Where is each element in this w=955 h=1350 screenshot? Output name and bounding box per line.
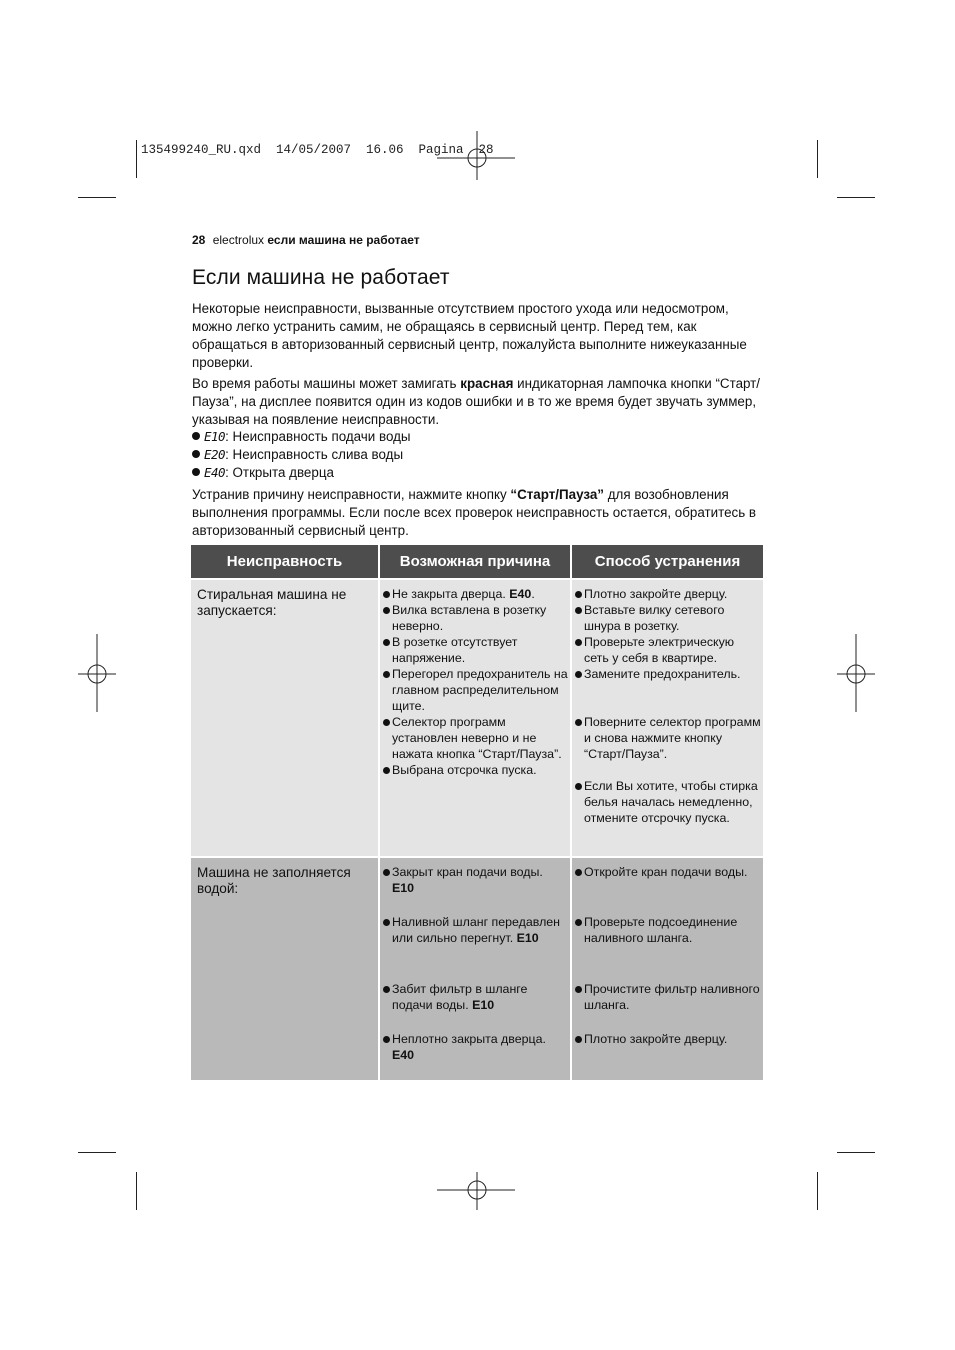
problem-cell: Стиральная машина не запускается: <box>191 580 378 856</box>
list-item: Перегорел предохранитель на главном распределительном щите. <box>382 666 568 714</box>
page-number: 28 <box>192 233 206 247</box>
crop-mark <box>78 1152 116 1153</box>
table-row <box>191 580 763 856</box>
list-item: Селектор программ установлен неверно и не нажата кнопка “Старт/Пауза”. <box>382 714 568 762</box>
registration-mark-icon <box>437 1172 517 1212</box>
error-code: E40 <box>204 465 226 480</box>
print-slug: 135499240_RU.qxd 14/05/2007 16.06 Pagina 28 <box>141 143 494 157</box>
list-item: Если Вы хотите, чтобы стирка белья началась немедленно, отмените отсрочку пуска. <box>574 778 761 826</box>
remedy-cell <box>572 858 763 1080</box>
error-code: E10 <box>204 429 226 444</box>
list-item: Забит фильтр в шланге подачи воды. E10 <box>382 981 568 1031</box>
registration-mark-icon <box>837 634 877 714</box>
error-code-list <box>192 428 411 482</box>
cause-cell <box>380 858 570 1080</box>
list-item: Поверните селектор программ и снова нажмите кнопку “Старт/Пауза”. <box>574 714 761 762</box>
restart-paragraph: Устранив причину неисправности, нажмите кнопку “Старт/Пауза” для возобновления выполнения программы. Если после всех проверок неисправность остается, обратитесь в авторизованный сервисный центр. <box>192 487 757 538</box>
list-item: E10: Неисправность подачи воды <box>192 428 411 446</box>
header-remedy: Способ устранения <box>572 545 763 578</box>
page-title: Если машина не работает <box>192 266 450 289</box>
list-item: Откройте кран подачи воды. <box>574 864 761 914</box>
header-problem: Неисправность <box>191 545 378 578</box>
list-item: Наливной шланг передавлен или сильно перегнут. E10 <box>382 914 568 981</box>
list-item: Не закрыта дверца. E40. <box>382 586 568 602</box>
list-item: Проверьте подсоединение наливного шланга. <box>574 914 761 981</box>
crop-mark <box>817 1172 818 1210</box>
list-item: E20: Неисправность слива воды <box>192 446 411 464</box>
crop-mark <box>78 197 116 198</box>
running-head <box>192 233 420 247</box>
brand-name: electrolux <box>212 233 265 247</box>
header-cause: Возможная причина <box>380 545 570 578</box>
table-header <box>191 545 763 578</box>
list-item: Вставьте вилку сетевого шнура в розетку. <box>574 602 761 634</box>
crop-mark <box>817 140 818 178</box>
crop-mark <box>837 197 875 198</box>
cause-cell <box>380 580 570 856</box>
crop-mark <box>136 1172 137 1210</box>
crop-mark <box>837 1152 875 1153</box>
table-row <box>191 858 763 1080</box>
list-item: Закрыт кран подачи воды. E10 <box>382 864 568 914</box>
remedy-cell <box>572 580 763 856</box>
registration-mark-icon <box>78 634 118 714</box>
section-name: если машина не работает <box>267 233 420 247</box>
registration-mark-icon <box>437 131 517 181</box>
list-item: Прочистите фильтр наливного шланга. <box>574 981 761 1031</box>
list-item: Вилка вставлена в розетку неверно. <box>382 602 568 634</box>
list-item: Проверьте электрическую сеть у себя в квартире. <box>574 634 761 666</box>
troubleshooting-table <box>191 545 763 1080</box>
list-item: Неплотно закрыта дверца. E40 <box>382 1031 568 1063</box>
intro-paragraph: Некоторые неисправности, вызванные отсутствием простого ухода или недосмотром, можно легко устранить самим, не обращаясь в сервисный центр. Перед тем, как обращаться в авторизованный сервисный центр, пожалуйста выполните нижеуказанные проверки. <box>192 301 747 370</box>
problem-cell: Машина не заполняется водой: <box>191 858 378 1080</box>
list-item: Замените предохранитель. <box>574 666 761 682</box>
list-item: Выбрана отсрочка пуска. <box>382 762 568 778</box>
list-item: В розетке отсутствует напряжение. <box>382 634 568 666</box>
error-paragraph: Во время работы машины может замигать красная индикаторная лампочка кнопки “Старт/Пауза”, на дисплее появится один из кодов ошибки и в то же время будет звучать зуммер, указывая на появление неисправности. <box>192 376 761 427</box>
error-code: E20 <box>204 447 226 462</box>
list-item: E40: Открыта дверца <box>192 464 411 482</box>
list-item: Плотно закройте дверцу. <box>574 586 761 602</box>
list-item: Плотно закройте дверцу. <box>574 1031 761 1047</box>
crop-mark <box>136 140 137 178</box>
